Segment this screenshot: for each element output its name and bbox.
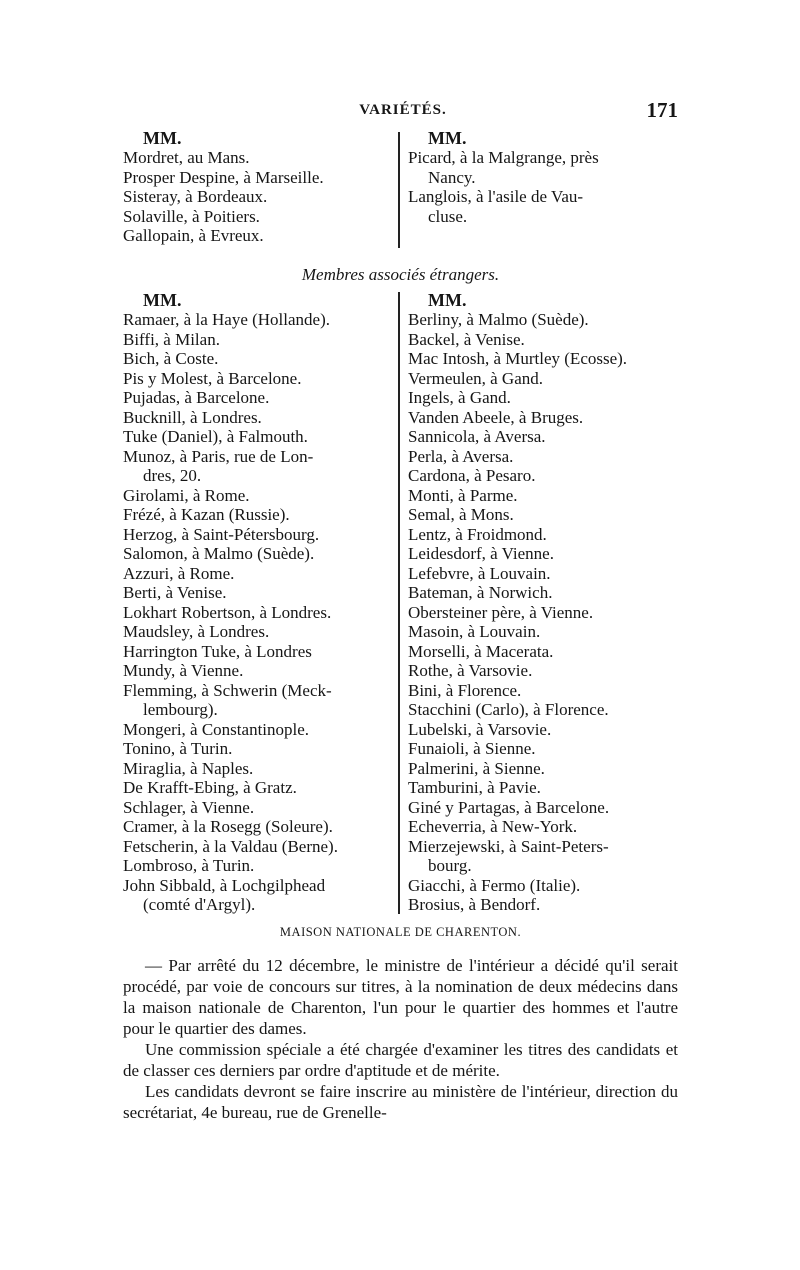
member-entry: Leidesdorf, à Vienne. — [408, 544, 554, 563]
member-entry: Backel, à Venise. — [408, 329, 525, 349]
member-entry: Prosper Despine, à Marseille. — [123, 167, 324, 187]
member-entry: Bateman, à Norwich. — [408, 583, 553, 602]
member-entry: Lentz, à Froidmond. — [408, 524, 547, 544]
member-entry: Bucknill, à Londres. — [123, 407, 262, 427]
member-entry: Bini, à Florence. — [408, 680, 522, 700]
member-entry: Nancy. — [428, 167, 476, 187]
member-entry: Masoin, à Louvain. — [408, 622, 541, 641]
member-entry: Giné y Partagas, à Barcelone. — [408, 797, 610, 817]
member-entry: Picard, à la Malgrange, près — [408, 148, 599, 167]
member-entry: Biffi, à Milan. — [123, 329, 220, 349]
member-entry: Funaioli, à Sienne. — [408, 739, 536, 758]
member-entry: Lombroso, à Turin. — [123, 856, 255, 875]
member-entry: Ramaer, à la Haye (Hollande). — [123, 310, 330, 329]
member-entry: Sannicola, à Aversa. — [408, 427, 546, 446]
member-entry: Tonino, à Turin. — [123, 739, 233, 758]
member-entry: Berti, à Venise. — [123, 583, 227, 602]
member-entry: Monti, à Parme. — [408, 485, 518, 505]
member-entry: Sisteray, à Bordeaux. — [123, 187, 268, 206]
column-header: MM. — [428, 290, 467, 310]
member-entry: Munoz, à Paris, rue de Lon- — [123, 446, 314, 466]
page-number: 171 — [646, 98, 678, 122]
members-column-right — [398, 128, 678, 246]
member-entry: Miraglia, à Naples. — [123, 758, 254, 778]
member-entry: Lokhart Robertson, à Londres. — [123, 602, 332, 622]
section-heading: MAISON NATIONALE DE CHARENTON. — [279, 925, 522, 939]
members-column-left — [123, 290, 398, 915]
member-entry: Perla, à Aversa. — [408, 446, 514, 466]
member-entry: Gallopain, à Evreux. — [123, 226, 264, 245]
member-entry: Frézé, à Kazan (Russie). — [123, 505, 290, 524]
paragraph: Les candidats devront se faire inscrire au ministère de l'intérieur, direction du secrétariat, 4e bureau, rue de Grenelle- — [123, 1082, 678, 1122]
member-entry: Herzog, à Saint-Pétersbourg. — [123, 524, 320, 544]
member-entry: Bich, à Coste. — [123, 349, 219, 368]
member-entry: Mac Intosh, à Murtley (Ecosse). — [408, 349, 628, 368]
column-header: MM. — [143, 290, 182, 310]
members-column-right — [398, 290, 678, 915]
member-entry: Rothe, à Varsovie. — [408, 661, 533, 680]
member-entry: Mundy, à Vienne. — [123, 661, 244, 680]
member-entry: Salomon, à Malmo (Suède). — [123, 544, 315, 563]
member-entry: bourg. — [428, 856, 472, 875]
member-entry: Mierzejewski, à Saint-Peters- — [408, 836, 609, 856]
member-entry: Vanden Abeele, à Bruges. — [408, 407, 584, 427]
member-entry: De Krafft-Ebing, à Gratz. — [123, 778, 297, 797]
member-entry: lembourg). — [143, 700, 218, 719]
member-entry: Girolami, à Rome. — [123, 485, 250, 505]
member-entry: Ingels, à Gand. — [408, 388, 511, 407]
member-entry: Maudsley, à Londres. — [123, 622, 270, 641]
member-entry: Stacchini (Carlo), à Florence. — [408, 700, 609, 719]
section-title: Membres associés étrangers. — [301, 265, 500, 284]
member-entry: Vermeulen, à Gand. — [408, 368, 544, 388]
member-entry: Flemming, à Schwerin (Meck- — [123, 680, 332, 700]
member-entry: Palmerini, à Sienne. — [408, 758, 545, 778]
members-list-top — [123, 128, 678, 246]
member-entry: Semal, à Mons. — [408, 505, 514, 524]
running-head — [128, 98, 678, 124]
member-entry: Giacchi, à Fermo (Italie). — [408, 875, 581, 895]
member-entry: Fetscherin, à la Valdau (Berne). — [123, 836, 338, 856]
column-header: MM. — [428, 128, 467, 148]
member-entry: Tuke (Daniel), à Falmouth. — [123, 427, 308, 446]
running-head-title: VARIÉTÉS. — [359, 102, 447, 118]
member-entry: Tamburini, à Pavie. — [408, 778, 541, 797]
member-entry: Lefebvre, à Louvain. — [408, 563, 551, 583]
column-header: MM. — [143, 128, 182, 148]
member-entry: dres, 20. — [143, 466, 202, 485]
member-entry: Pis y Molest, à Barcelone. — [123, 368, 302, 388]
member-entry: Berliny, à Malmo (Suède). — [408, 310, 589, 329]
paragraph: — Par arrêté du 12 décembre, le ministre de l'intérieur a décidé qu'il serait procédé, par voie de concours sur titres, à la nomination de deux médecins dans la maison nationale de Charenton, l'un pour le quartier des hommes et l'autre pour le quartier des dames. — [123, 956, 678, 1038]
member-entry: Echeverria, à New-York. — [408, 817, 578, 836]
member-entry: (comté d'Argyl). — [143, 895, 256, 914]
member-entry: Schlager, à Vienne. — [123, 797, 255, 817]
members-column-left — [123, 128, 398, 246]
member-entry: Harrington Tuke, à Londres — [123, 641, 312, 661]
body-text — [123, 955, 678, 1123]
member-entry: Lubelski, à Varsovie. — [408, 719, 552, 739]
member-entry: Cramer, à la Rosegg (Soleure). — [123, 817, 333, 836]
member-entry: Cardona, à Pesaro. — [408, 466, 536, 485]
member-entry: Mongeri, à Constantinople. — [123, 719, 310, 739]
members-list-foreign — [123, 290, 678, 915]
member-entry: Morselli, à Macerata. — [408, 641, 554, 661]
member-entry: Azzuri, à Rome. — [123, 563, 235, 583]
member-entry: Brosius, à Bendorf. — [408, 895, 541, 914]
member-entry: John Sibbald, à Lochgilphead — [123, 875, 326, 895]
member-entry: Mordret, au Mans. — [123, 148, 250, 167]
member-entry: Obersteiner père, à Vienne. — [408, 602, 594, 622]
paragraph: Une commission spéciale a été chargée d'examiner les titres des candidats et de classer ces derniers par ordre d'aptitude et de mérite. — [123, 1040, 678, 1080]
member-entry: Pujadas, à Barcelone. — [123, 388, 270, 407]
member-entry: cluse. — [428, 206, 468, 226]
member-entry: Solaville, à Poitiers. — [123, 206, 260, 226]
member-entry: Langlois, à l'asile de Vau- — [408, 187, 584, 206]
